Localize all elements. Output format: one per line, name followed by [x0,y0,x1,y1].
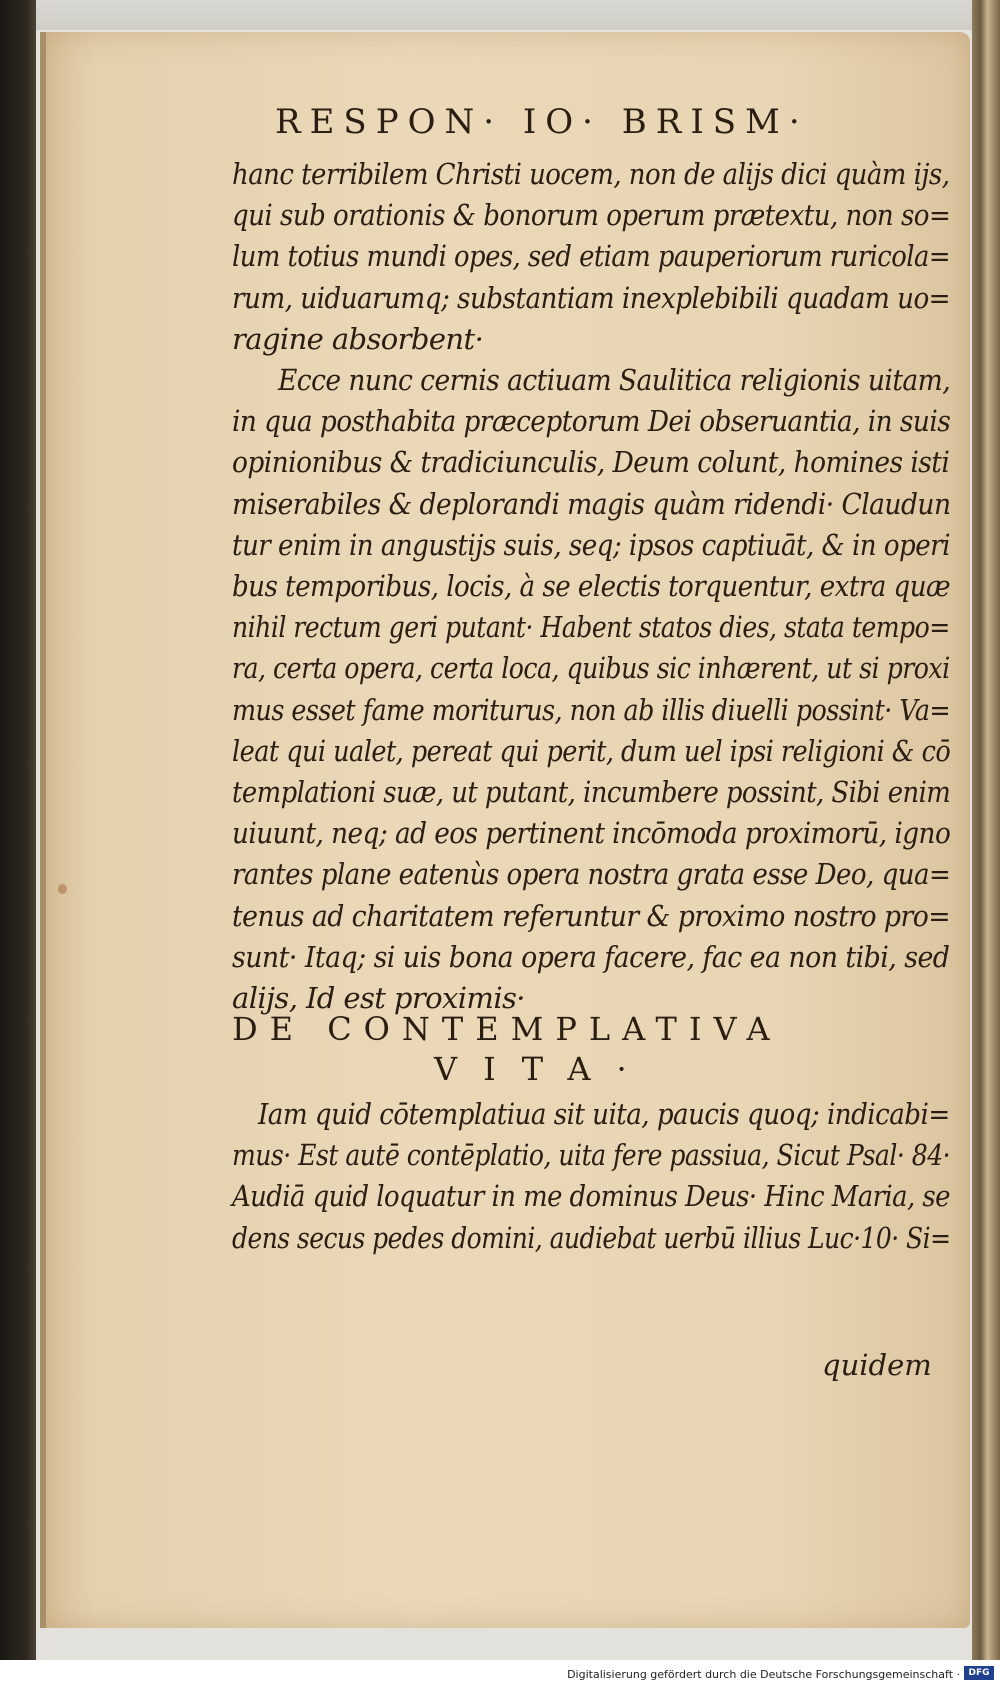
text-line: Audiā quid loquatur in me dominus Deus· Hinc Maria, se [232,1179,950,1213]
text-line: templationi suæ, ut putant, incumbere possint, Sibi enim [232,775,951,809]
text-line: miserabiles & deplorandi magis quàm ridendi· Claudun [232,487,951,521]
text-line: tenus ad charitatem referuntur & proximo nostro pro= [232,899,951,933]
text-line: mus· Est autē contēplatio, uita fere passiua, Sicut Psal· 84· [232,1138,951,1172]
text-line: Ecce nunc cernis actiuam Saulitica religionis uitam, [278,363,951,397]
ink-stain [58,884,67,894]
dfg-logo: DFG [964,1666,994,1680]
footer-credit: Digitalisierung gefördert durch die Deutsche Forschungsgemeinschaft · [567,1668,960,1681]
catchword: quidem [822,1348,932,1382]
text-line: tur enim in angustijs suis, seq; ipsos captiuāt, & in operi [232,528,950,562]
text-line: hanc terribilem Christi uocem, non de alijs dici quàm ijs, [232,157,950,191]
text-line: nihil rectum geri putant· Habent statos dies, stata tempo= [232,610,950,644]
text-line: sunt· Itaq; si uis bona opera facere, fac ea non tibi, sed [232,940,950,974]
scan-top-margin [0,0,1000,30]
text-line: rantes plane eatenùs opera nostra grata esse Deo, qua= [232,857,951,891]
text-line: ragine absorbent· [232,322,484,356]
book-page-edges [972,0,1000,1660]
text-line: ra, certa opera, certa loca, quibus sic inhærent, ut si proxi [232,651,950,685]
page-gutter [40,32,46,1628]
section-heading-line1: DE CONTEMPLATIVA [232,1010,782,1048]
text-line: Iam quid cōtemplatiua sit uita, paucis quoq; indicabi= [258,1097,950,1131]
text-line: lum totius mundi opes, sed etiam pauperiorum ruricola= [232,239,950,273]
text-line: leat qui ualet, pereat qui perit, dum uel ipsi religioni & cō [232,734,951,768]
text-line: qui sub orationis & bonorum operum prætextu, non so= [232,198,951,232]
text-line: alijs, Id est proximis· [232,981,525,1015]
text-line: uiuunt, neq; ad eos pertinent incōmoda proximorū, igno [232,816,951,850]
running-head: RESPON· IO· BRISM· [275,102,809,142]
book-binding-shadow [0,0,36,1660]
text-line: bus temporibus, locis, à se electis torquentur, extra quæ [232,569,951,603]
text-line: opinionibus & tradiciunculis, Deum colunt, homines isti [232,445,950,479]
text-line: mus esset fame moriturus, non ab illis diuelli possint· Va= [232,693,951,727]
text-line: rum, uiduarumq; substantiam inexplebibili quadam uo= [232,281,951,315]
text-line: dens secus pedes domini, audiebat uerbū illius Luc·10· Si= [232,1221,951,1255]
text-line: in qua posthabita præceptorum Dei obseruantia, in suis [232,404,951,438]
section-heading-line2: VITA· [434,1050,653,1088]
